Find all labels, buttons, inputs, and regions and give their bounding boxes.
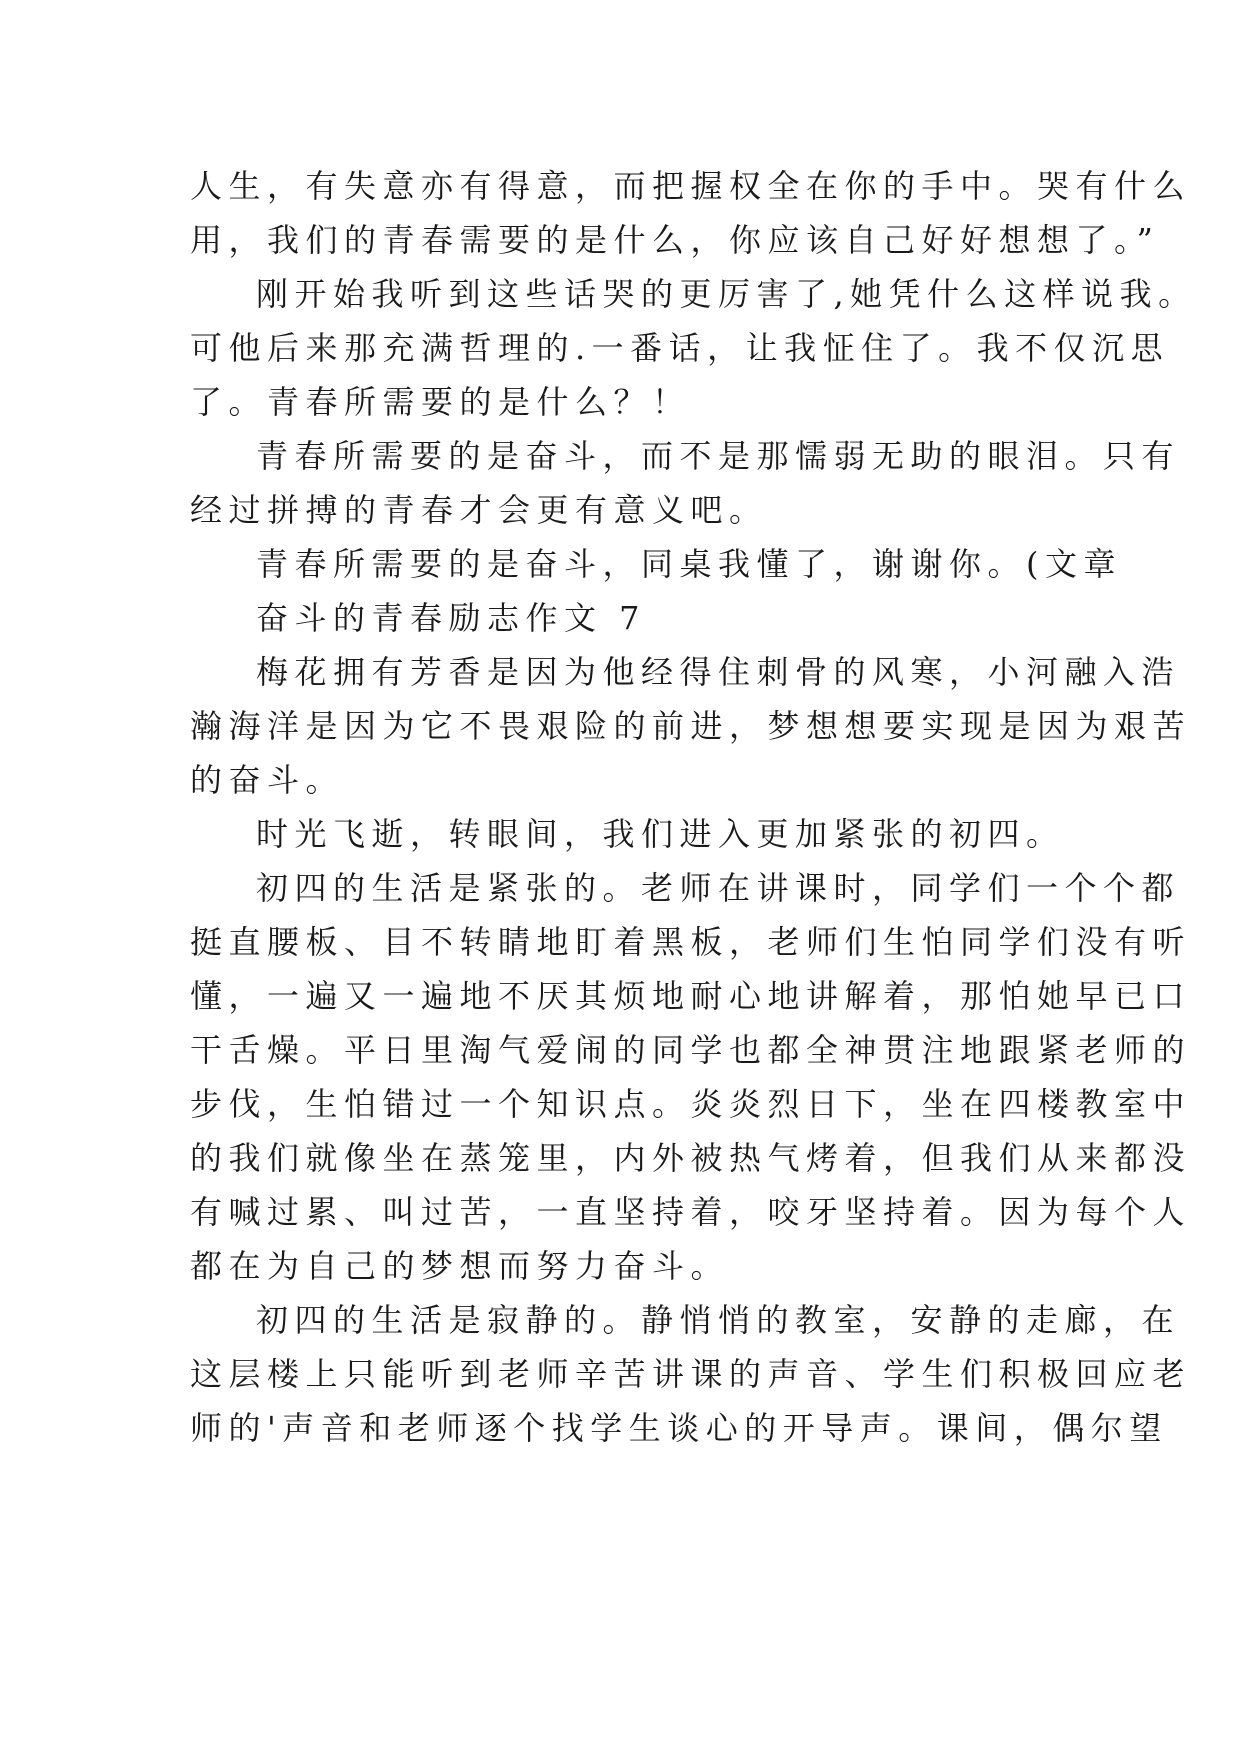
text-line: 干舌燥。平日里淘气爱闹的同学也都全神贯注地跟紧老师的 <box>190 1031 1192 1069</box>
text-line: 的我们就像坐在蒸笼里，内外被热气烤着，但我们从来都没 <box>190 1139 1192 1177</box>
text-line: 挺直腰板、目不转睛地盯着黑板，老师们生怕同学们没有听 <box>190 923 1192 961</box>
text-line: 步伐，生怕错过一个知识点。炎炎烈日下，坐在四楼教室中 <box>190 1085 1192 1123</box>
text-line: 有喊过累、叫过苦，一直坚持着，咬牙坚持着。因为每个人 <box>190 1193 1192 1231</box>
paragraph-start-line: 青春所需要的是奋斗，而不是那懦弱无助的眼泪。只有 <box>256 437 1181 475</box>
text-line: 人生，有失意亦有得意，而把握权全在你的手中。哭有什么 <box>190 167 1192 205</box>
section-heading: 奋斗的青春励志作文 7 <box>256 599 647 637</box>
text-line: 经过拼搏的青春才会更有意义吧。 <box>190 491 768 529</box>
paragraph-start-line: 初四的生活是紧张的。老师在讲课时，同学们一个个都 <box>256 869 1181 907</box>
text-line: 师的'声音和老师逐个找学生谈心的开导声。课间，偶尔望 <box>190 1409 1168 1447</box>
text-line: 都在为自己的梦想而努力奋斗。 <box>190 1247 730 1285</box>
paragraph-start-line: 时光飞逝，转眼间，我们进入更加紧张的初四。 <box>256 815 1065 853</box>
text-line: 了。青春所需要的是什么？！ <box>190 383 691 421</box>
text-line: 用，我们的青春需要的是什么，你应该自己好好想想了。” <box>190 221 1160 259</box>
paragraph-start-line: 梅花拥有芳香是因为他经得住刺骨的风寒，小河融入浩 <box>256 653 1181 691</box>
text-line: 可他后来那充满哲理的.一番话，让我怔住了。我不仅沉思 <box>190 329 1170 367</box>
text-line: 瀚海洋是因为它不畏艰险的前进，梦想想要实现是因为艰苦 <box>190 707 1192 745</box>
paragraph-start-line: 青春所需要的是奋斗，同桌我懂了，谢谢你。(文章 <box>256 545 1122 583</box>
paragraph-start-line: 初四的生活是寂静的。静悄悄的教室，安静的走廊，在 <box>256 1301 1181 1339</box>
text-line: 的奋斗。 <box>190 761 345 799</box>
text-line: 懂，一遍又一遍地不厌其烦地耐心地讲解着，那怕她早已口 <box>190 977 1192 1015</box>
paragraph-start-line: 刚开始我听到这些话哭的更厉害了,她凭什么这样说我。 <box>256 275 1197 313</box>
text-line: 这层楼上只能听到老师辛苦讲课的声音、学生们积极回应老 <box>190 1355 1192 1393</box>
